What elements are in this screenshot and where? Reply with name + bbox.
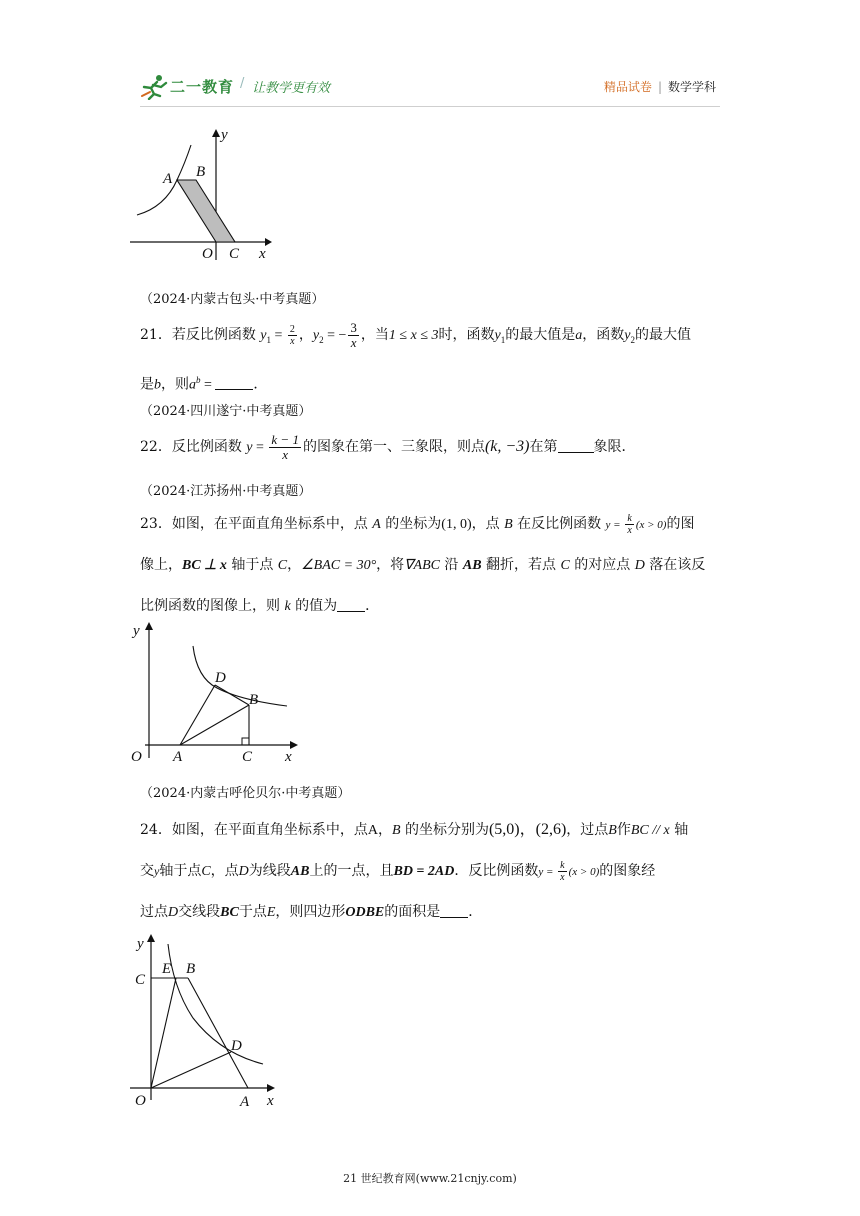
q24-text: 轴: [669, 822, 689, 838]
q22-text-1: 反比例函数: [171, 439, 247, 455]
var-y: y: [246, 440, 253, 455]
segment-OD: [151, 1052, 231, 1088]
label-B: B: [186, 961, 196, 977]
var-A: A: [372, 517, 381, 532]
q24-text: 交: [140, 863, 154, 879]
q22-text-3: 在第: [529, 439, 558, 455]
sub-1: 1: [266, 334, 271, 345]
quad-ODBE: ODBE: [345, 905, 385, 920]
q21-text-4: 时，函数: [438, 327, 495, 343]
eq-sign-minus: = −: [323, 328, 347, 343]
var-a: a: [189, 377, 196, 393]
frac-den: x: [560, 871, 565, 883]
fraction-2-over-x: [288, 324, 297, 347]
var-D: D: [238, 864, 249, 879]
q24-text: 作: [616, 822, 631, 838]
var-D: D: [168, 905, 179, 920]
label-y: y: [137, 936, 144, 952]
frac-den: x: [350, 334, 357, 350]
q23-text: ，点: [471, 516, 505, 532]
label-B: B: [249, 692, 259, 708]
x-axis-arrow: [290, 741, 298, 749]
label-C: C: [135, 972, 146, 988]
frac-num: k: [560, 859, 565, 871]
answer-blank[interactable]: [440, 903, 468, 918]
var-y1: y: [260, 328, 267, 343]
q23-text: ，: [287, 557, 302, 573]
q23-text: 像上，: [140, 557, 182, 573]
seg-AB: AB: [290, 864, 310, 879]
var-B: B: [504, 517, 513, 532]
q21-text-1: 若反比例函数: [171, 327, 261, 343]
source-note-2: （2024·四川遂宁·中考真题）: [140, 404, 312, 419]
segment-BA: [188, 978, 248, 1088]
coord-A: (1, 0): [441, 517, 472, 532]
runner-logo-icon: [140, 74, 170, 100]
segment-AB: [180, 705, 249, 745]
q21-text-8: 是: [140, 376, 154, 393]
func-y: y =: [605, 519, 624, 531]
frac-den: x: [290, 335, 295, 347]
source-note-4: （2024·内蒙古呼伦贝尔·中考真题）: [140, 786, 351, 801]
fraction-k-minus-1-over-x: [269, 433, 301, 462]
header-divider: /: [240, 76, 245, 91]
question-number: 21．: [140, 327, 172, 343]
brand-name: 二一教育: [170, 78, 235, 96]
domain-cond: (x > 0): [635, 519, 667, 531]
q21-text-3: ，当: [360, 327, 389, 343]
var-E: E: [266, 905, 276, 920]
q22-text-2: 的图象在第一、三象限，则点: [302, 439, 485, 455]
frac-num: k: [627, 512, 632, 524]
subject-label: 数学学科: [667, 80, 716, 94]
var-C: C: [560, 558, 570, 573]
exp-b: b: [196, 374, 201, 385]
y-axis-arrow: [145, 622, 153, 630]
label-A: A: [240, 1094, 250, 1110]
q24-text: 于点: [238, 904, 267, 920]
q24-text: 的图象经: [599, 863, 656, 879]
q24-text: ，: [377, 822, 392, 838]
q23-text: 的坐标为: [380, 516, 442, 532]
label-O: O: [202, 246, 213, 262]
q24-text: ，过点: [566, 822, 609, 838]
source-note-1: （2024·内蒙古包头·中考真题）: [140, 292, 325, 307]
answer-blank[interactable]: [215, 375, 253, 390]
label-A: A: [173, 749, 183, 765]
q23-text: ，将: [376, 557, 405, 573]
label-D: D: [215, 670, 226, 686]
func-y: y =: [538, 866, 557, 878]
q21-text-9: ，则: [161, 376, 189, 393]
eq-sign: =: [252, 440, 268, 455]
var-A: A: [367, 823, 378, 838]
fraction-3-over-x: [348, 321, 359, 350]
q24-text: 轴于点: [159, 863, 202, 879]
label-y: y: [221, 127, 228, 143]
var-b: b: [154, 377, 161, 393]
question-number: 22．: [140, 439, 172, 455]
segment-OE: [151, 978, 176, 1088]
q24-text: 上的一点，且: [309, 863, 394, 879]
seg-AB: AB: [462, 558, 482, 573]
label-O: O: [135, 1093, 146, 1109]
figure-1-parallelogram: [125, 125, 285, 265]
q23-text: 落在该反: [644, 557, 706, 573]
q23-text: 的值为: [290, 598, 338, 614]
q23-text: 比例函数的图像上，则: [140, 598, 285, 614]
x-axis-arrow: [267, 1084, 275, 1092]
question-number: 23．: [140, 516, 172, 532]
header-right: [604, 78, 716, 95]
q24-text: ，点: [210, 863, 239, 879]
q23-text: 翻折，若点: [481, 557, 561, 573]
var-y1: y: [494, 328, 501, 343]
frac-den: x: [282, 446, 289, 462]
q23-text: 在反比例函数: [512, 516, 606, 532]
sub-1: 1: [500, 334, 506, 345]
var-y: y: [154, 864, 160, 878]
frac-num: k − 1: [271, 431, 299, 447]
page-footer: 21 世纪教育网(www.21cnjy.com): [343, 1172, 517, 1185]
q24-text: 交线段: [178, 904, 221, 920]
q23-text: 的对应点: [569, 557, 635, 573]
q24-text: 如图，在平面直角坐标系中，点: [171, 822, 368, 838]
label-D: D: [231, 1038, 242, 1054]
segment-AD: [180, 685, 215, 745]
var-B: B: [608, 823, 617, 838]
label-y: y: [133, 623, 140, 639]
category-label: 精品试卷: [603, 80, 652, 94]
label-x: x: [259, 246, 266, 262]
answer-blank[interactable]: [558, 438, 594, 453]
label-B: B: [196, 164, 206, 180]
header-rule: [140, 106, 720, 107]
sub-2: 2: [319, 334, 324, 345]
triangle-expr: ∇ABC: [404, 558, 440, 573]
q22-text-4: 象限．: [593, 439, 636, 455]
q23-text: 轴于点: [226, 557, 278, 573]
frac-den: x: [627, 524, 632, 536]
question-24: [140, 810, 730, 933]
seg-BC: BC: [220, 905, 239, 920]
q24-text: 过点: [140, 904, 168, 920]
right-angle-mark: [242, 738, 249, 745]
x-axis-arrow: [265, 238, 272, 246]
brand-slogan: 让教学更有效: [252, 81, 331, 96]
label-O: O: [131, 749, 142, 765]
var-C: C: [277, 558, 288, 573]
var-C: C: [201, 864, 211, 879]
figure-3-quadrilateral: [125, 928, 285, 1113]
page-header: [0, 62, 860, 110]
q24-text: 为线段: [248, 863, 291, 879]
label-x: x: [285, 749, 292, 765]
point-expr: (k, −3): [484, 438, 530, 455]
question-21: [140, 315, 730, 405]
frac-num: 3: [350, 319, 357, 335]
sub-2: 2: [630, 334, 635, 345]
perp-expr: BC ⊥ x: [182, 558, 227, 573]
label-x: x: [267, 1093, 274, 1109]
question-number: 24．: [140, 822, 172, 838]
hyperbola-curve: [168, 944, 263, 1064]
angle-expr: ∠BAC = 30°: [301, 558, 377, 573]
shaded-parallelogram: [177, 180, 235, 242]
range-expr: 1 ≤ x ≤ 3: [388, 328, 439, 343]
domain-cond: (x > 0): [568, 866, 600, 878]
q24-text: 的坐标分别为: [400, 822, 489, 838]
fraction-k-over-x: [625, 513, 633, 536]
q21-text-2: ，: [298, 327, 313, 343]
fraction-k-over-x: [558, 860, 566, 883]
period: ．: [468, 904, 483, 920]
label-E: E: [162, 961, 172, 977]
y-axis-arrow: [212, 129, 220, 137]
parallel-expr: BC // x: [630, 823, 670, 838]
period: ．: [365, 598, 380, 614]
q23-text: 的图: [666, 516, 695, 532]
var-D: D: [634, 558, 645, 573]
segment-DB: [215, 685, 249, 705]
frac-num: 2: [289, 323, 295, 335]
q24-text: ，则四边形: [275, 904, 346, 920]
q21-text-6: ，函数: [582, 327, 625, 343]
coords-AB: (5,0)，(2,6): [488, 821, 567, 838]
var-y2: y: [312, 328, 320, 343]
y-axis-arrow: [147, 934, 155, 942]
q24-text: ．反比例函数: [454, 863, 539, 879]
header-pipe: |: [657, 80, 662, 94]
answer-blank[interactable]: [337, 597, 365, 612]
var-k: k: [284, 599, 291, 614]
label-C: C: [229, 246, 240, 262]
var-a: a: [575, 328, 583, 343]
ratio-expr: BD = 2AD: [393, 864, 455, 879]
period: ．: [253, 376, 268, 393]
question-23: [140, 504, 730, 627]
label-C: C: [242, 749, 253, 765]
q21-text-5: 的最大值是: [505, 327, 576, 343]
question-22: [140, 427, 730, 468]
figure-2-fold: [125, 618, 305, 768]
q21-text-7: 的最大值: [634, 327, 691, 343]
q23-text: 沿: [439, 557, 463, 573]
hyperbola-curve: [193, 646, 287, 706]
q24-text: 的面积是: [384, 904, 441, 920]
q23-text: 如图，在平面直角坐标系中，点: [171, 516, 373, 532]
var-y2: y: [624, 328, 631, 343]
eq-sign: =: [200, 377, 216, 393]
eq-sign: =: [271, 328, 286, 343]
source-note-3: （2024·江苏扬州·中考真题）: [140, 484, 312, 499]
var-B: B: [391, 823, 401, 838]
label-A: A: [163, 171, 173, 187]
